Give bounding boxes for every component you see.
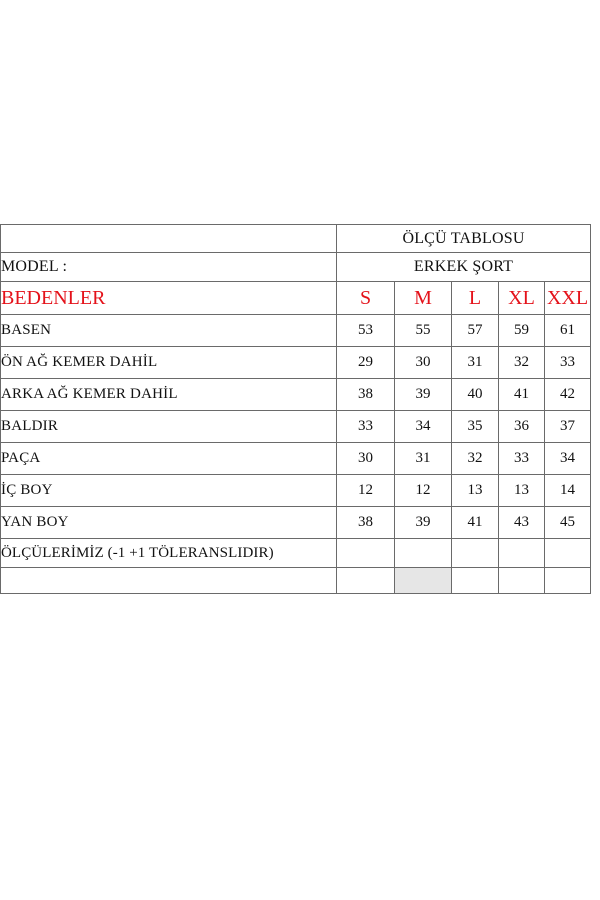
table-cell: 29 xyxy=(337,347,395,379)
size-header-xl: XL xyxy=(499,282,545,315)
table-cell: 41 xyxy=(499,379,545,411)
table-cell: 33 xyxy=(545,347,591,379)
table-cell: 30 xyxy=(395,347,452,379)
table-cell: 31 xyxy=(452,347,499,379)
model-label: MODEL : xyxy=(1,253,337,282)
table-cell: 39 xyxy=(395,379,452,411)
table-cell: 37 xyxy=(545,411,591,443)
table-title: ÖLÇÜ TABLOSU xyxy=(337,225,591,253)
size-header-l: L xyxy=(452,282,499,315)
empty-cell xyxy=(452,568,499,594)
table-cell: 34 xyxy=(395,411,452,443)
table-cell: 40 xyxy=(452,379,499,411)
table-cell: 14 xyxy=(545,475,591,507)
table-cell: 12 xyxy=(395,475,452,507)
model-row xyxy=(1,253,591,282)
table-cell: 32 xyxy=(452,443,499,475)
row-label: PAÇA xyxy=(1,443,337,475)
empty-cell xyxy=(499,539,545,568)
table-cell: 53 xyxy=(337,315,395,347)
empty-cell xyxy=(545,539,591,568)
row-label: İÇ BOY xyxy=(1,475,337,507)
model-value: ERKEK ŞORT xyxy=(337,253,591,282)
table-cell: 31 xyxy=(395,443,452,475)
table-row xyxy=(1,475,591,507)
table-cell: 43 xyxy=(499,507,545,539)
table-cell: 33 xyxy=(337,411,395,443)
table-row xyxy=(1,411,591,443)
empty-cell xyxy=(395,539,452,568)
empty-cell xyxy=(1,568,337,594)
table-cell: 41 xyxy=(452,507,499,539)
size-table xyxy=(0,224,591,594)
size-chart xyxy=(0,224,590,594)
table-cell: 36 xyxy=(499,411,545,443)
table-cell: 38 xyxy=(337,507,395,539)
empty-cell xyxy=(337,539,395,568)
table-cell: 35 xyxy=(452,411,499,443)
tolerance-note-row xyxy=(1,539,591,568)
table-cell: 45 xyxy=(545,507,591,539)
size-header-s: S xyxy=(337,282,395,315)
table-cell: 39 xyxy=(395,507,452,539)
empty-cell xyxy=(545,568,591,594)
table-cell: 32 xyxy=(499,347,545,379)
tolerance-note: ÖLÇÜLERİMİZ (-1 +1 TÖLERANSLIDIR) xyxy=(1,539,337,568)
table-cell: 13 xyxy=(452,475,499,507)
table-cell: 42 xyxy=(545,379,591,411)
empty-row xyxy=(1,568,591,594)
table-cell: 13 xyxy=(499,475,545,507)
table-cell: 38 xyxy=(337,379,395,411)
empty-cell xyxy=(337,568,395,594)
row-label: BASEN xyxy=(1,315,337,347)
empty-cell xyxy=(452,539,499,568)
table-row xyxy=(1,379,591,411)
table-cell: 30 xyxy=(337,443,395,475)
table-row xyxy=(1,315,591,347)
table-row xyxy=(1,443,591,475)
row-label: BALDIR xyxy=(1,411,337,443)
sizes-header-row xyxy=(1,282,591,315)
table-cell: 59 xyxy=(499,315,545,347)
table-cell: 61 xyxy=(545,315,591,347)
size-header-m: M xyxy=(395,282,452,315)
table-cell: 33 xyxy=(499,443,545,475)
title-row xyxy=(1,225,591,253)
sizes-label: BEDENLER xyxy=(1,282,337,315)
row-label: ARKA AĞ KEMER DAHİL xyxy=(1,379,337,411)
table-cell: 12 xyxy=(337,475,395,507)
table-cell: 55 xyxy=(395,315,452,347)
shaded-empty-cell xyxy=(395,568,452,594)
row-label: ÖN AĞ KEMER DAHİL xyxy=(1,347,337,379)
table-row xyxy=(1,347,591,379)
table-row xyxy=(1,507,591,539)
size-header-xxl: XXL xyxy=(545,282,591,315)
table-cell: 34 xyxy=(545,443,591,475)
empty-cell xyxy=(499,568,545,594)
title-blank-cell xyxy=(1,225,337,253)
table-cell: 57 xyxy=(452,315,499,347)
row-label: YAN BOY xyxy=(1,507,337,539)
